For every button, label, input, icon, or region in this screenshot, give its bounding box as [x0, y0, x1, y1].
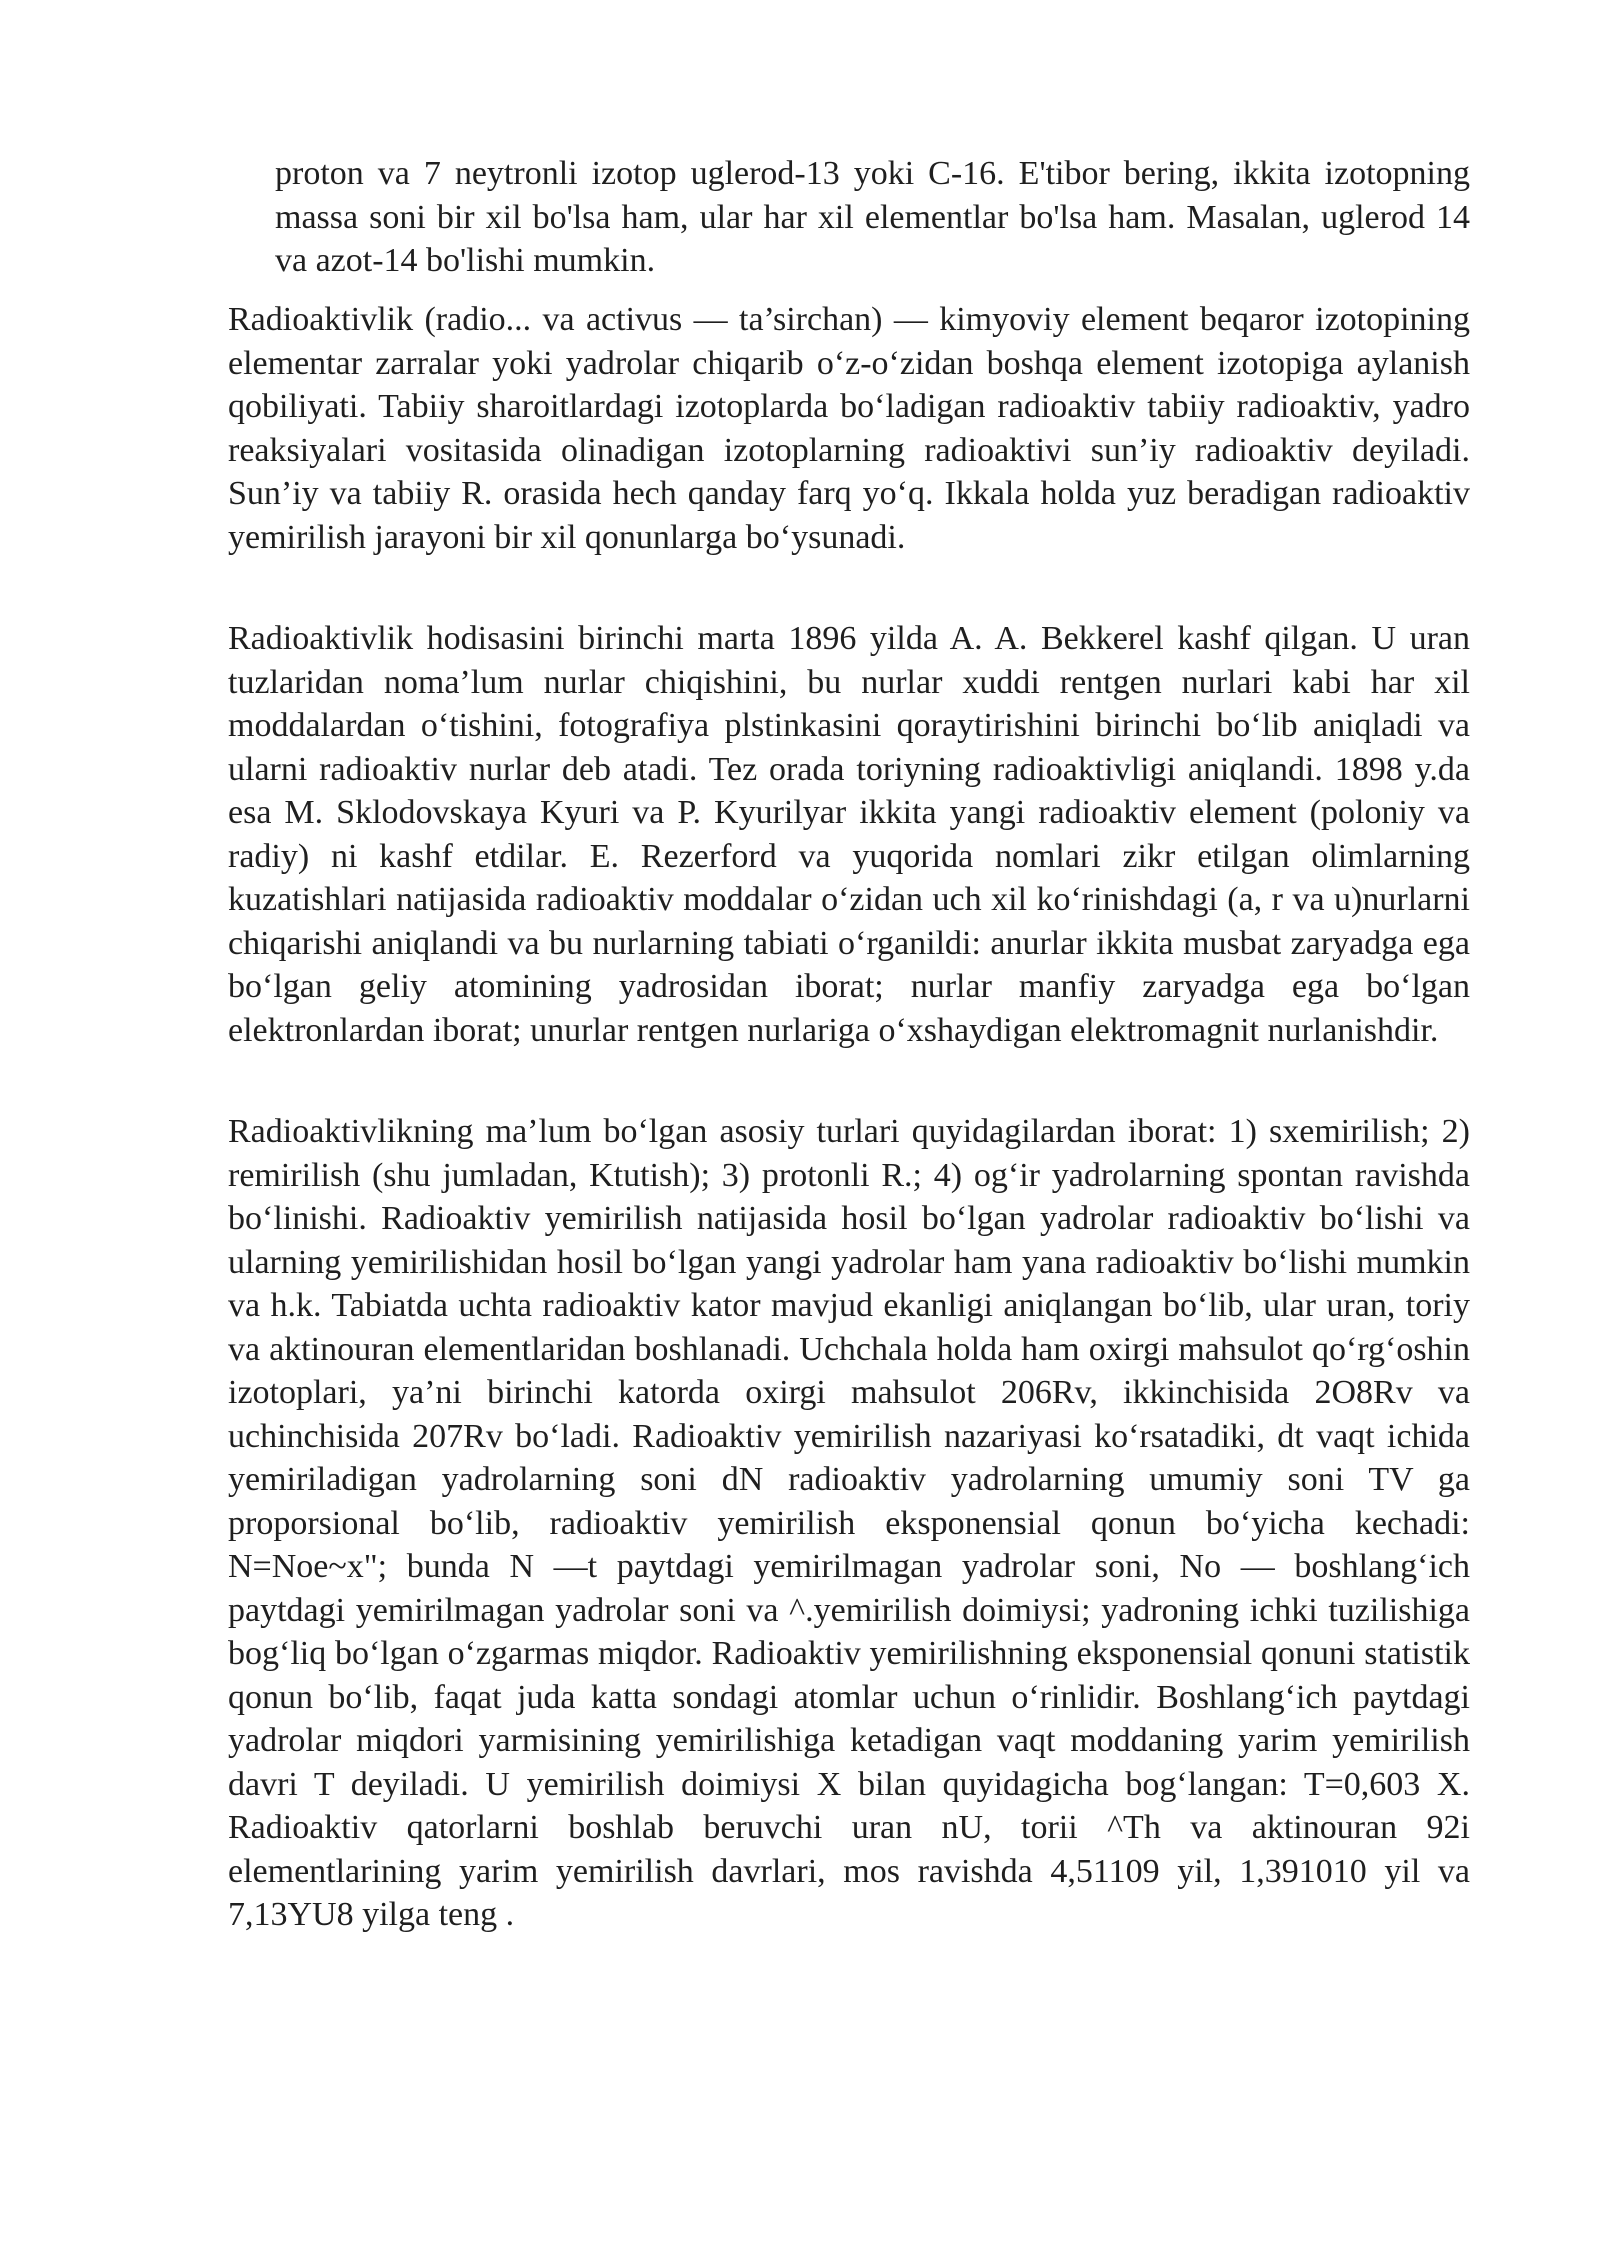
paragraph-isotope-note: proton va 7 neytronli izotop uglerod-13 yoki C-16. E'tibor bering, ikkita izotopning massa soni bir xil bo'lsa ham, ular har xil elementlar bo'lsa ham. Masalan, uglerod 14 va azot-14 bo'lishi mumkin.: [275, 155, 1470, 279]
paragraph-radioactivity-definition: Radioaktivlik (radio... va activus — ta’sirchan) — kimyoviy element beqaror izotopining elementar zarralar yoki yadrolar chiqarib o‘z-o‘zidan boshqa element izotopiga aylanish qobiliyati. Tabiiy sharoitlardagi izotoplarda bo‘ladigan radioaktiv tabiiy radioaktiv, yadro reaksiyalari vositasida olinadigan izotoplarning radioaktivi sun’iy radioaktiv deyiladi. Sun’iy va tabiiy R. orasida hech qanday farq yo‘q. Ikkala holda yuz beradigan radioaktiv yemirilish jarayoni bir xil qonunlarga bo‘ysunadi.: [228, 301, 1470, 556]
paragraph-radioactivity-history: Radioaktivlik hodisasini birinchi marta 1896 yilda A. A. Bekkerel kashf qilgan. U uran tuzlaridan noma’lum nurlar chiqishini, bu nurlar xuddi rentgen nurlari kabi har xil moddalardan o‘tishini, fotografiya plstinkasini qoraytirishini birinchi bo‘lib aniqladi va ularni radioaktiv nurlar deb atadi. Tez orada toriyning radioaktivligi aniqlandi. 1898 y.da esa M. Sklodovskaya Kyuri va P. Kyurilyar ikkita yangi radioaktiv element (poloniy va radiy) ni kashf etdilar. E. Rezerford va yuqorida nomlari zikr etilgan olimlarning kuzatishlari natijasida radioaktiv moddalar o‘zidan uch xil ko‘rinishdagi (a, r va u)nurlarni chiqarishi aniqlandi va bu nurlarning tabiati o‘rganildi: anurlar ikkita musbat zaryadga ega bo‘lgan geliy atomining yadrosidan iborat; nurlar manfiy zaryadga ega bo‘lgan elektronlardan iborat; unurlar rentgen nurlariga o‘xshaydigan elektromagnit nurlanishdir.: [228, 620, 1470, 1049]
paragraph-radioactivity-types: Radioaktivlikning ma’lum bo‘lgan asosiy turlari quyidagilardan iborat: 1) sxemirilish; 2) remirilish (shu jumladan, Ktutish); 3) protonli R.; 4) og‘ir yadrolarning spontan ravishda bo‘linishi. Radioaktiv yemirilish natijasida hosil bo‘lgan yadrolar radioaktiv bo‘lishi va ularning yemirilishidan hosil bo‘lgan yangi yadrolar ham yana radioaktiv bo‘lishi mumkin va h.k. Tabiatda uchta radioaktiv kator mavjud ekanligi aniqlangan bo‘lib, ular uran, toriy va aktinouran elementlaridan boshlanadi. Uchchala holda ham oxirgi mahsulot qo‘rg‘oshin izotoplari, ya’ni birinchi katorda oxirgi mahsulot 206Rv, ikkinchisida 2O8Rv va uchinchisida 207Rv bo‘ladi. Radioaktiv yemirilish nazariyasi ko‘rsatadiki, dt vaqt ichida yemiriladigan yadrolarning soni dN radioaktiv yadrolarning umumiy soni TV ga proporsional bo‘lib, radioaktiv yemirilish eksponensial qonun bo‘yicha kechadi: N=Noe~x"; bunda N —t paytdagi yemirilmagan yadrolar soni, No — boshlang‘ich paytdagi yemirilmagan yadrolar soni va ^.yemirilish doimiysi; yadroning ichki tuzilishiga bog‘liq bo‘lgan o‘zgarmas miqdor. Radioaktiv yemirilishning eksponensial qonuni statistik qonun bo‘lib, faqat juda katta sondagi atomlar uchun o‘rinlidir. Boshlang‘ich paytdagi yadrolar miqdori yarmisining yemirilishiga ketadigan vaqt moddaning yarim yemirilish davri T deyiladi. U yemirilish doimiysi X bilan quyidagicha bog‘langan: T=0,603 X. Radioaktiv qatorlarni boshlab beruvchi uran nU, torii ^Th va aktinouran 92i elementlarining yarim yemirilish davrlari, mos ravishda 4,51109 yil, 1,391010 yil va 7,13YU8 yilga teng .: [228, 1113, 1470, 1933]
